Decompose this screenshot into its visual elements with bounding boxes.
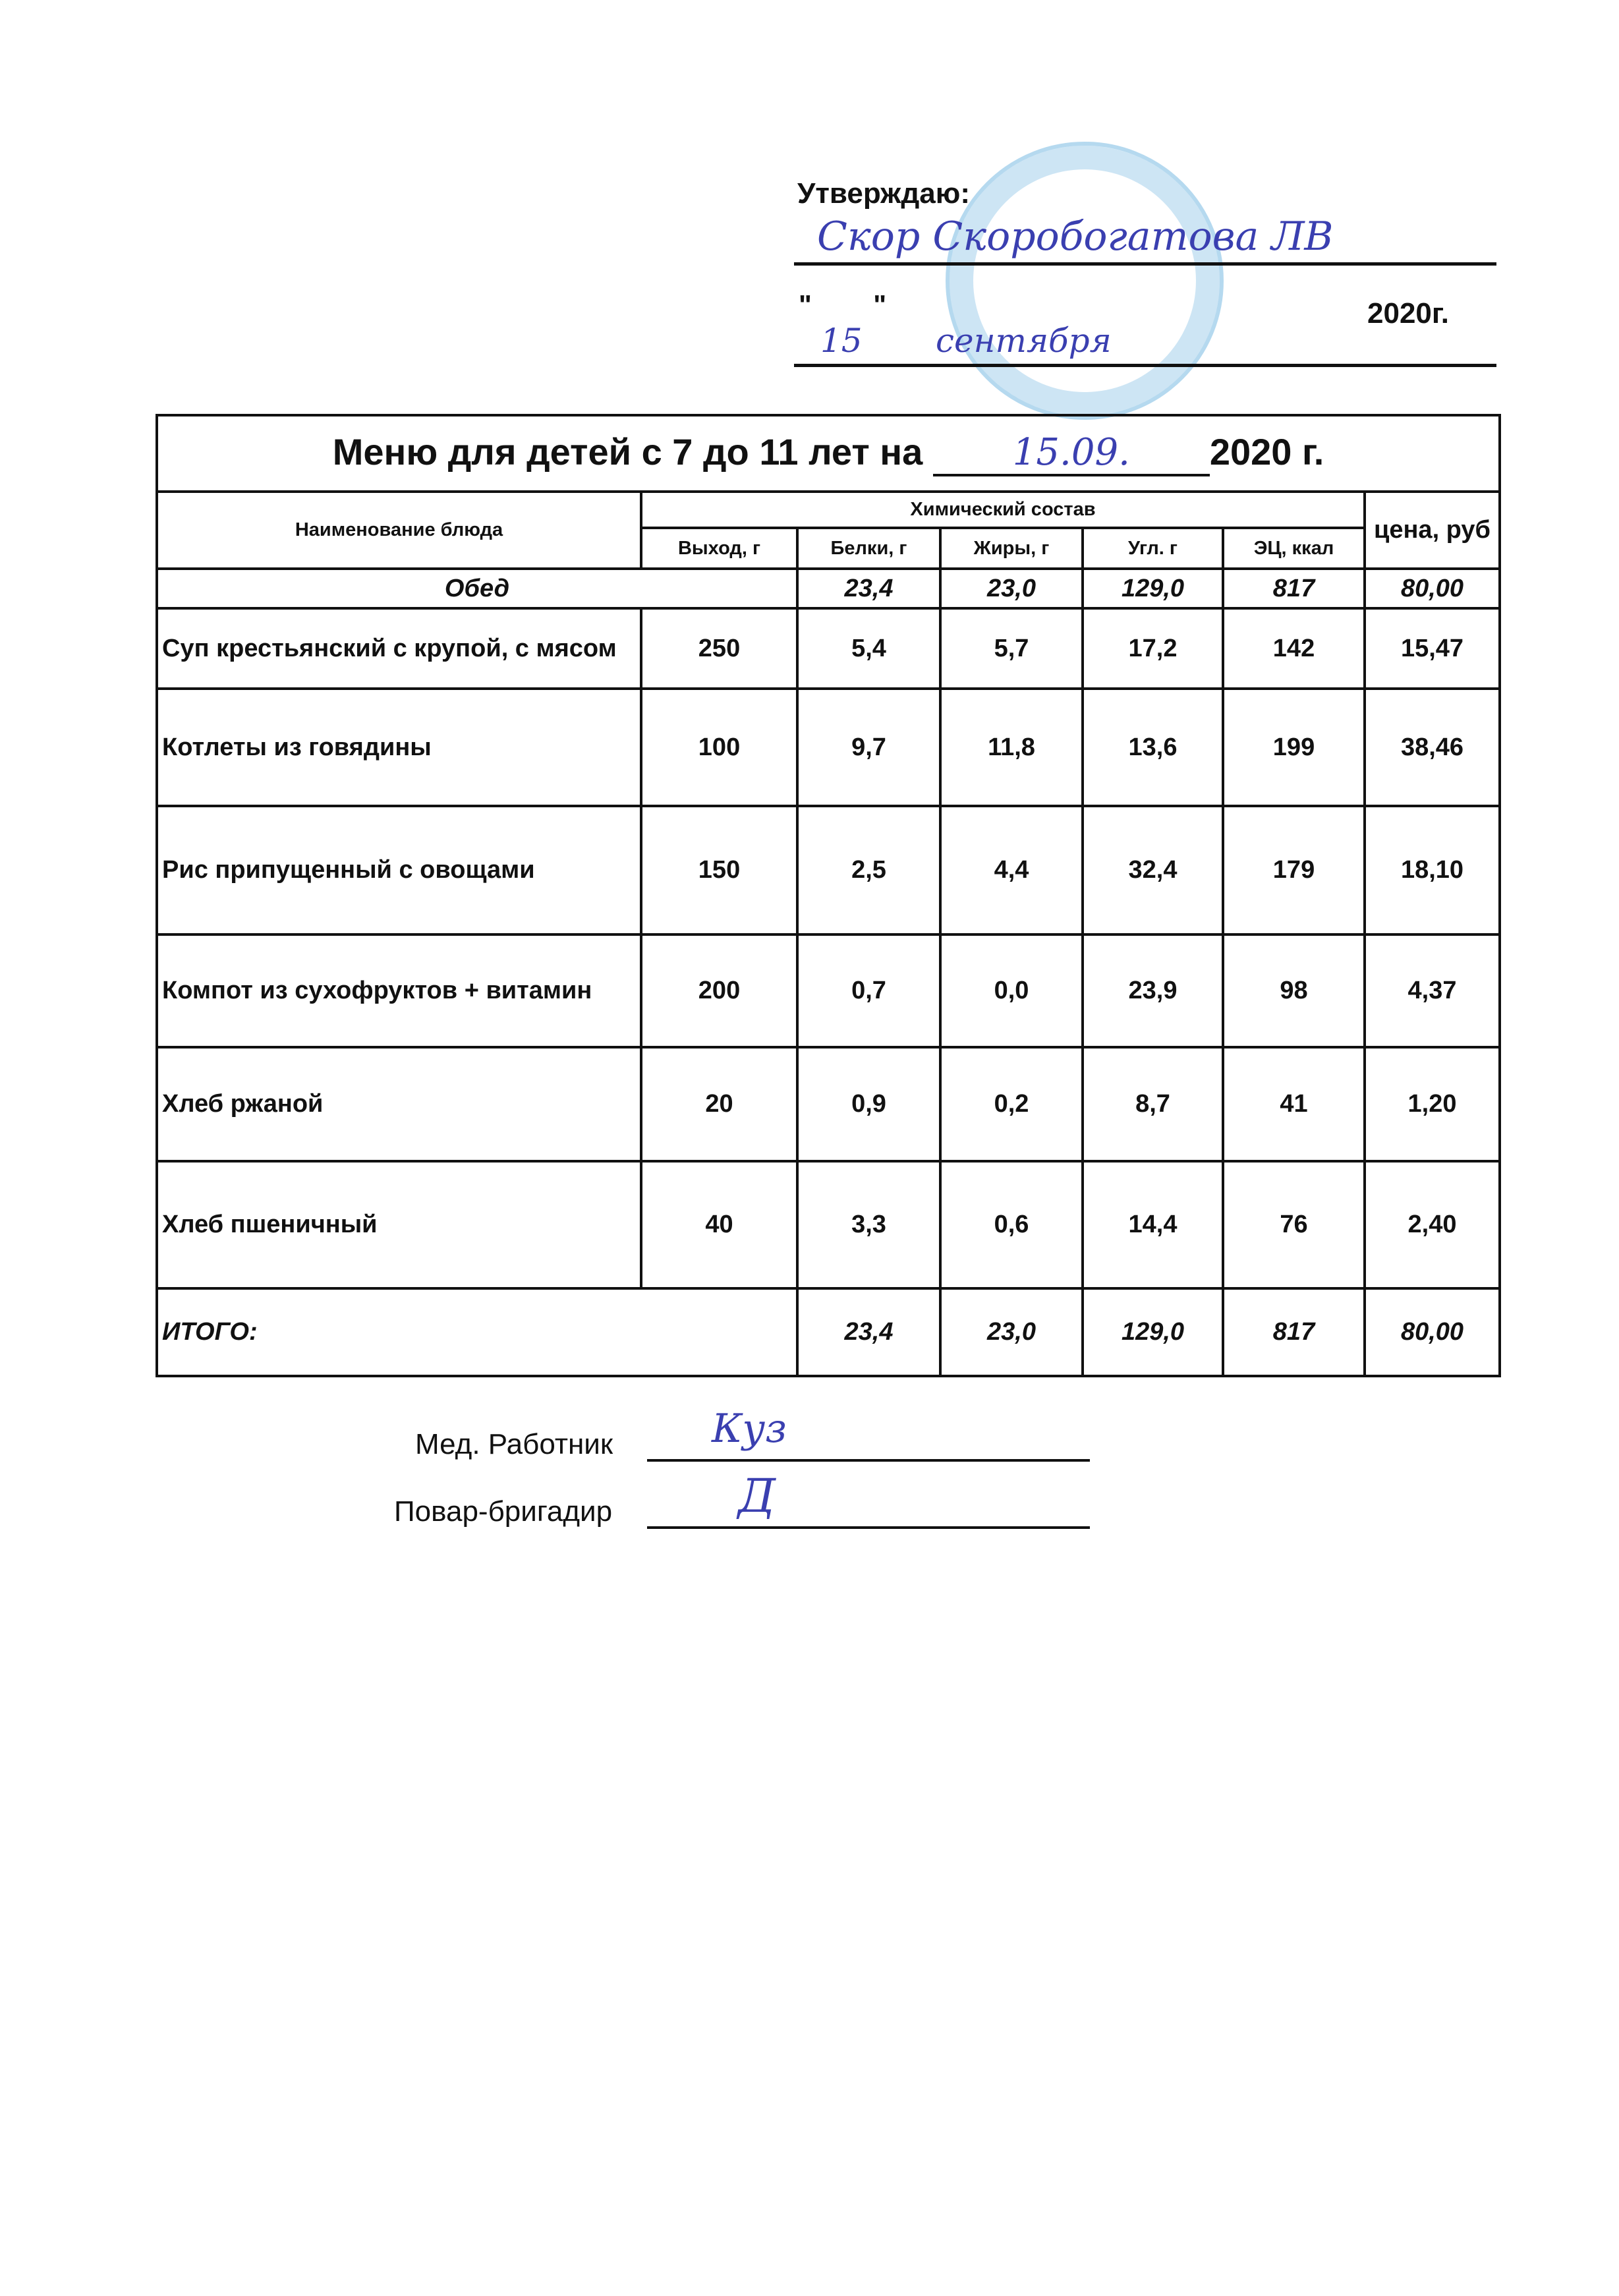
header-col: Выход, г <box>641 528 797 569</box>
table-row <box>157 1161 1500 1288</box>
cell: 817 <box>1223 1288 1365 1376</box>
header-col: Белки, г <box>797 528 940 569</box>
header-row-1 <box>157 492 1500 528</box>
cook-signature-line <box>647 1526 1090 1529</box>
table-row <box>157 934 1500 1047</box>
signature-line <box>794 262 1496 266</box>
cell: 23,0 <box>940 1288 1083 1376</box>
cell: 1,20 <box>1365 1047 1500 1161</box>
med-signature-line <box>647 1459 1090 1462</box>
cell: 41 <box>1223 1047 1365 1161</box>
approval-month: сентября <box>936 322 1112 360</box>
menu-title <box>157 415 1500 492</box>
cell: 0,7 <box>797 934 940 1047</box>
cell: 2,5 <box>797 806 940 934</box>
header-price: цена, руб <box>1365 492 1500 569</box>
school-seal-stamp <box>946 142 1224 420</box>
cell: 98 <box>1223 934 1365 1047</box>
cell: 76 <box>1223 1161 1365 1288</box>
cell: 5,7 <box>940 608 1083 689</box>
cell: 817 <box>1223 569 1365 608</box>
dish-name: Суп крестьянский с крупой, с мясом <box>157 608 641 689</box>
cell: 13,6 <box>1083 689 1223 806</box>
cell: 150 <box>641 806 797 934</box>
cook-label: Повар-бригадир <box>394 1495 613 1528</box>
cell: 179 <box>1223 806 1365 934</box>
cell: 4,37 <box>1365 934 1500 1047</box>
total-label: ИТОГО: <box>157 1288 797 1376</box>
cell: 40 <box>641 1161 797 1288</box>
cell: 23,4 <box>797 569 940 608</box>
cell: 0,0 <box>940 934 1083 1047</box>
dish-name: Компот из сухофруктов + витамин <box>157 934 641 1047</box>
approval-day: 15 <box>820 322 863 360</box>
cell: 4,4 <box>940 806 1083 934</box>
title-prefix: Меню для детей с 7 до 11 лет на <box>332 431 923 473</box>
cell: 23,0 <box>940 569 1083 608</box>
cell: 8,7 <box>1083 1047 1223 1161</box>
cell: 3,3 <box>797 1161 940 1288</box>
header-name: Наименование блюда <box>157 492 641 569</box>
cell: 0,6 <box>940 1161 1083 1288</box>
cell: 200 <box>641 934 797 1047</box>
dish-name: Рис припущенный с овощами <box>157 806 641 934</box>
header-col: ЭЦ, ккал <box>1223 528 1365 569</box>
total-row <box>157 1288 1500 1376</box>
cell: 15,47 <box>1365 608 1500 689</box>
dish-name: Хлеб ржаной <box>157 1047 641 1161</box>
cell: 250 <box>641 608 797 689</box>
cell: 0,2 <box>940 1047 1083 1161</box>
cell: 100 <box>641 689 797 806</box>
table-row <box>157 806 1500 934</box>
cell: 20 <box>641 1047 797 1161</box>
table-row <box>157 689 1500 806</box>
section-label: Обед <box>157 569 797 608</box>
cell: 5,4 <box>797 608 940 689</box>
header-chem: Химический состав <box>641 492 1365 528</box>
cook-signature: Д <box>738 1469 776 1523</box>
cell: 142 <box>1223 608 1365 689</box>
med-worker-label: Мед. Работник <box>415 1428 613 1460</box>
date-quotes: " " <box>799 289 887 320</box>
cell: 199 <box>1223 689 1365 806</box>
title-year: 2020 г. <box>1209 431 1324 473</box>
med-worker-signature: Куз <box>712 1406 787 1452</box>
cell: 18,10 <box>1365 806 1500 934</box>
header-col: Жиры, г <box>940 528 1083 569</box>
cell: 80,00 <box>1365 569 1500 608</box>
cell: 14,4 <box>1083 1161 1223 1288</box>
director-signature: Скор Скоробогатова ЛВ <box>817 214 1334 260</box>
cell: 32,4 <box>1083 806 1223 934</box>
title-date: 15.09. <box>933 431 1210 476</box>
table-title-row <box>157 415 1500 492</box>
cell: 80,00 <box>1365 1288 1500 1376</box>
cell: 11,8 <box>940 689 1083 806</box>
table-row <box>157 608 1500 689</box>
table-row <box>157 1047 1500 1161</box>
dish-name: Хлеб пшеничный <box>157 1161 641 1288</box>
date-line <box>794 364 1496 367</box>
approval-year: 2020г. <box>1367 297 1450 330</box>
dish-name: Котлеты из говядины <box>157 689 641 806</box>
cell: 23,4 <box>797 1288 940 1376</box>
cell: 38,46 <box>1365 689 1500 806</box>
cell: 2,40 <box>1365 1161 1500 1288</box>
cell: 129,0 <box>1083 569 1223 608</box>
cell: 23,9 <box>1083 934 1223 1047</box>
cell: 0,9 <box>797 1047 940 1161</box>
menu-table <box>156 414 1501 1377</box>
cell: 129,0 <box>1083 1288 1223 1376</box>
cell: 17,2 <box>1083 608 1223 689</box>
section-row <box>157 569 1500 608</box>
cell: 9,7 <box>797 689 940 806</box>
header-col: Угл. г <box>1083 528 1223 569</box>
approval-label: Утверждаю: <box>797 177 970 210</box>
